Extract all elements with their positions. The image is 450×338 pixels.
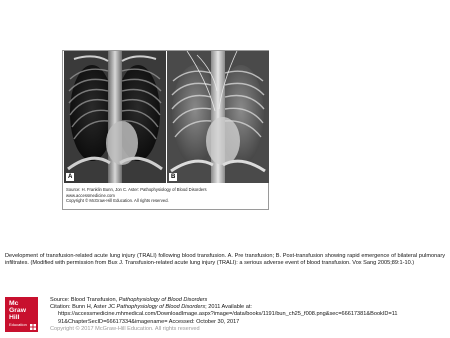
source-citation-block [50,297,446,333]
logo-line-hill: Hill [9,314,20,322]
citation-line [50,304,446,311]
credit-copyright-line: Copyright © McGraw-Hill Education. All rights reserved. [66,198,169,204]
xray-image-post-transfusion [167,51,269,183]
figure-credit [66,187,266,204]
credit-website-line: www.accessmedicine.com [66,192,115,198]
credit-source-line: Source: H. Franklin Bunn, Jon C. Aster: Pathophysiology of Blood Disorders [66,187,207,192]
chest-xray-b-graphic [167,51,269,183]
source-line [50,297,446,304]
xray-image-pre-transfusion [64,51,166,183]
citation-book-title: Pathophysiology of Blood Disorders [116,304,206,311]
logo-line-graw: Graw [9,307,26,315]
figure-caption: Development of transfusion-related acute lung injury (TRALI) following blood transfusion. A. Pre transfusion; B. Post-transfusion showing rapid emergence of bilateral pulmonary infiltrates. (Modified with permission from Bux J. Transfusion-related acute lung injury (TRALI): a serious adverse event of blood transfusion. Vox Sang 2005;89:1-10.) [5,253,445,267]
citation-authors: Citation: Bunn H, Aster JC [50,304,117,311]
citation-url-line-2[interactable]: 91&ChapterSecID=66617334&imagename= Accessed: October 30, 2017 [58,318,240,325]
mcgraw-hill-logo [5,297,38,332]
source-book-title: Pathophysiology of Blood Disorders [118,297,208,303]
logo-line-mc: Mc [9,300,19,307]
citation-availability: ; 2011 Available at: [205,304,252,311]
chest-xray-a-graphic [64,51,166,183]
logo-grid-icon [30,324,36,330]
logo-line-education: Education [9,321,27,327]
figure-frame [62,50,269,210]
panel-label-a: A [68,174,73,180]
source-label: Source: Blood Transfusion, [50,297,119,303]
copyright-notice: Copyright © 2017 McGraw-Hill Education. All rights reserved [50,325,200,332]
citation-url-line-1[interactable]: https://accessmedicine.mhmedical.com/DownloadImage.aspx?image=/data/books/1191/bun_ch25_f008.png&sec=66617381&BookID=11 [58,311,398,318]
panel-label-b: B [171,174,176,180]
